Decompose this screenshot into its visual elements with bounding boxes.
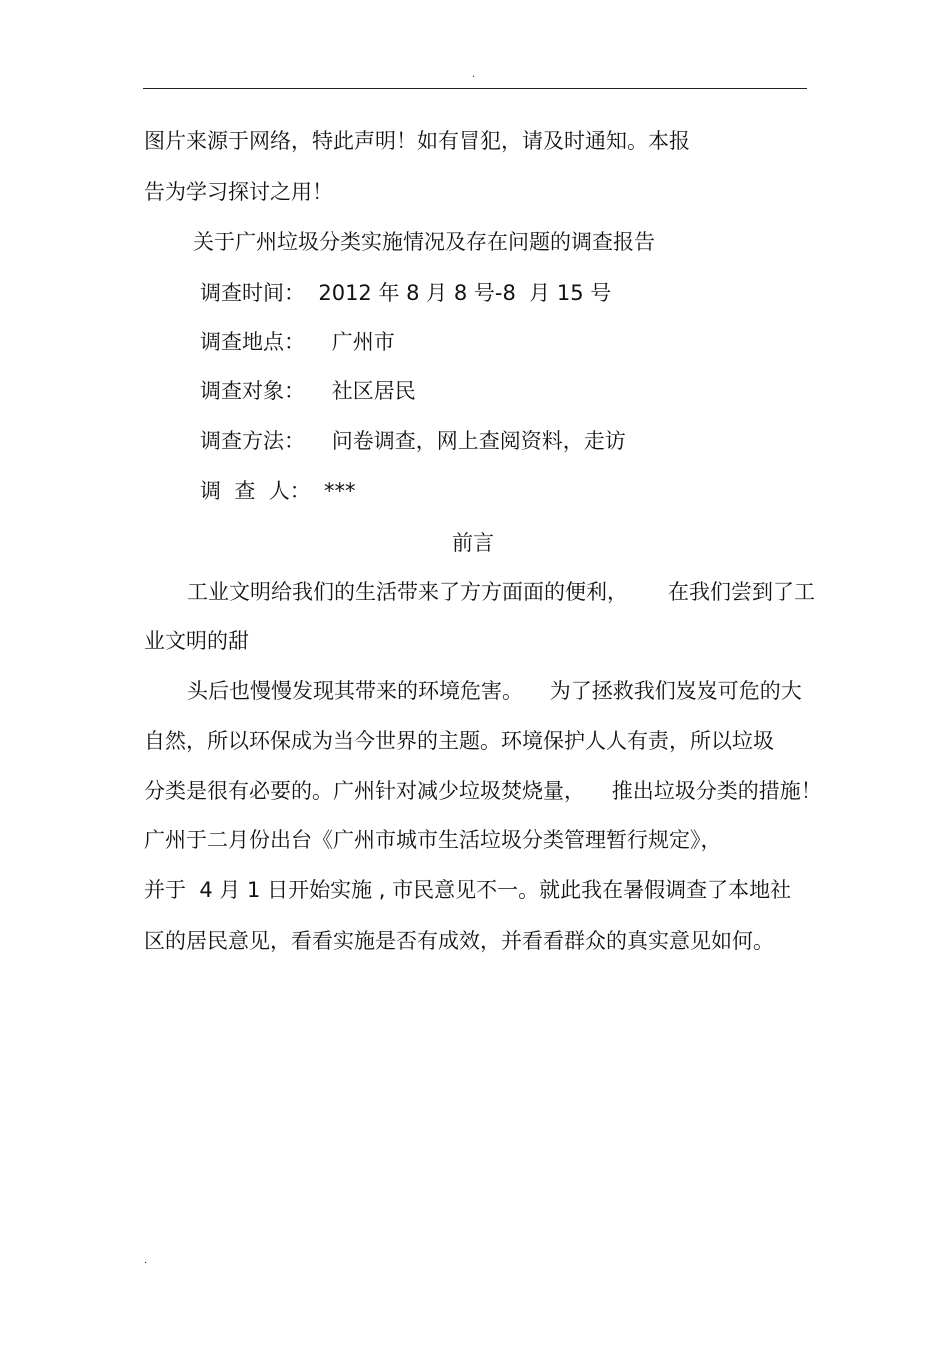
field-survey-target: 调查对象： 社区居民 (200, 379, 416, 403)
preface-line-3: 头后也慢慢发现其带来的环境危害。 为了拯救我们岌岌可危的大 (187, 679, 802, 703)
preface-line-5: 分类是很有必要的。广州针对减少垃圾焚烧量， 推出垃圾分类的措施！ (144, 779, 822, 803)
header-marker: . (472, 69, 476, 80)
preface-line-8: 区的居民意见，看看实施是否有成效，并看看群众的真实意见如何。 (144, 929, 774, 953)
header-rule (143, 88, 807, 89)
preface-line-6: 广州于二月份出台《广州市城市生活垃圾分类管理暂行规定》， (144, 828, 722, 852)
footer-marker: . (144, 1255, 148, 1266)
report-title: 关于广州垃圾分类实施情况及存在问题的调查报告 (193, 230, 655, 254)
notice-line-2: 告为学习探讨之用！ (144, 180, 333, 204)
field-survey-place: 调查地点： 广州市 (200, 330, 395, 354)
field-investigator: 调 查 人： *** (200, 479, 356, 503)
field-survey-time: 调查时间： 2012 年 8 月 8 号-8 月 15 号 (200, 281, 612, 305)
notice-line-1: 图片来源于网络，特此声明！如有冒犯，请及时通知。本报 (144, 129, 690, 153)
preface-line-7: 并于 4 月 1 日开始实施 , 市民意见不一。就此我在暑假调查了本地社 (144, 878, 792, 902)
preface-line-4: 自然，所以环保成为当今世界的主题。环境保护人人有责，所以垃圾 (144, 729, 774, 753)
field-survey-method: 调查方法： 问卷调查，网上查阅资料，走访 (200, 429, 626, 453)
preface-line-2: 业文明的甜 (144, 629, 249, 653)
preface-line-1: 工业文明给我们的生活带来了方方面面的便利， 在我们尝到了工 (187, 580, 816, 604)
preface-heading: 前言 (452, 531, 494, 555)
